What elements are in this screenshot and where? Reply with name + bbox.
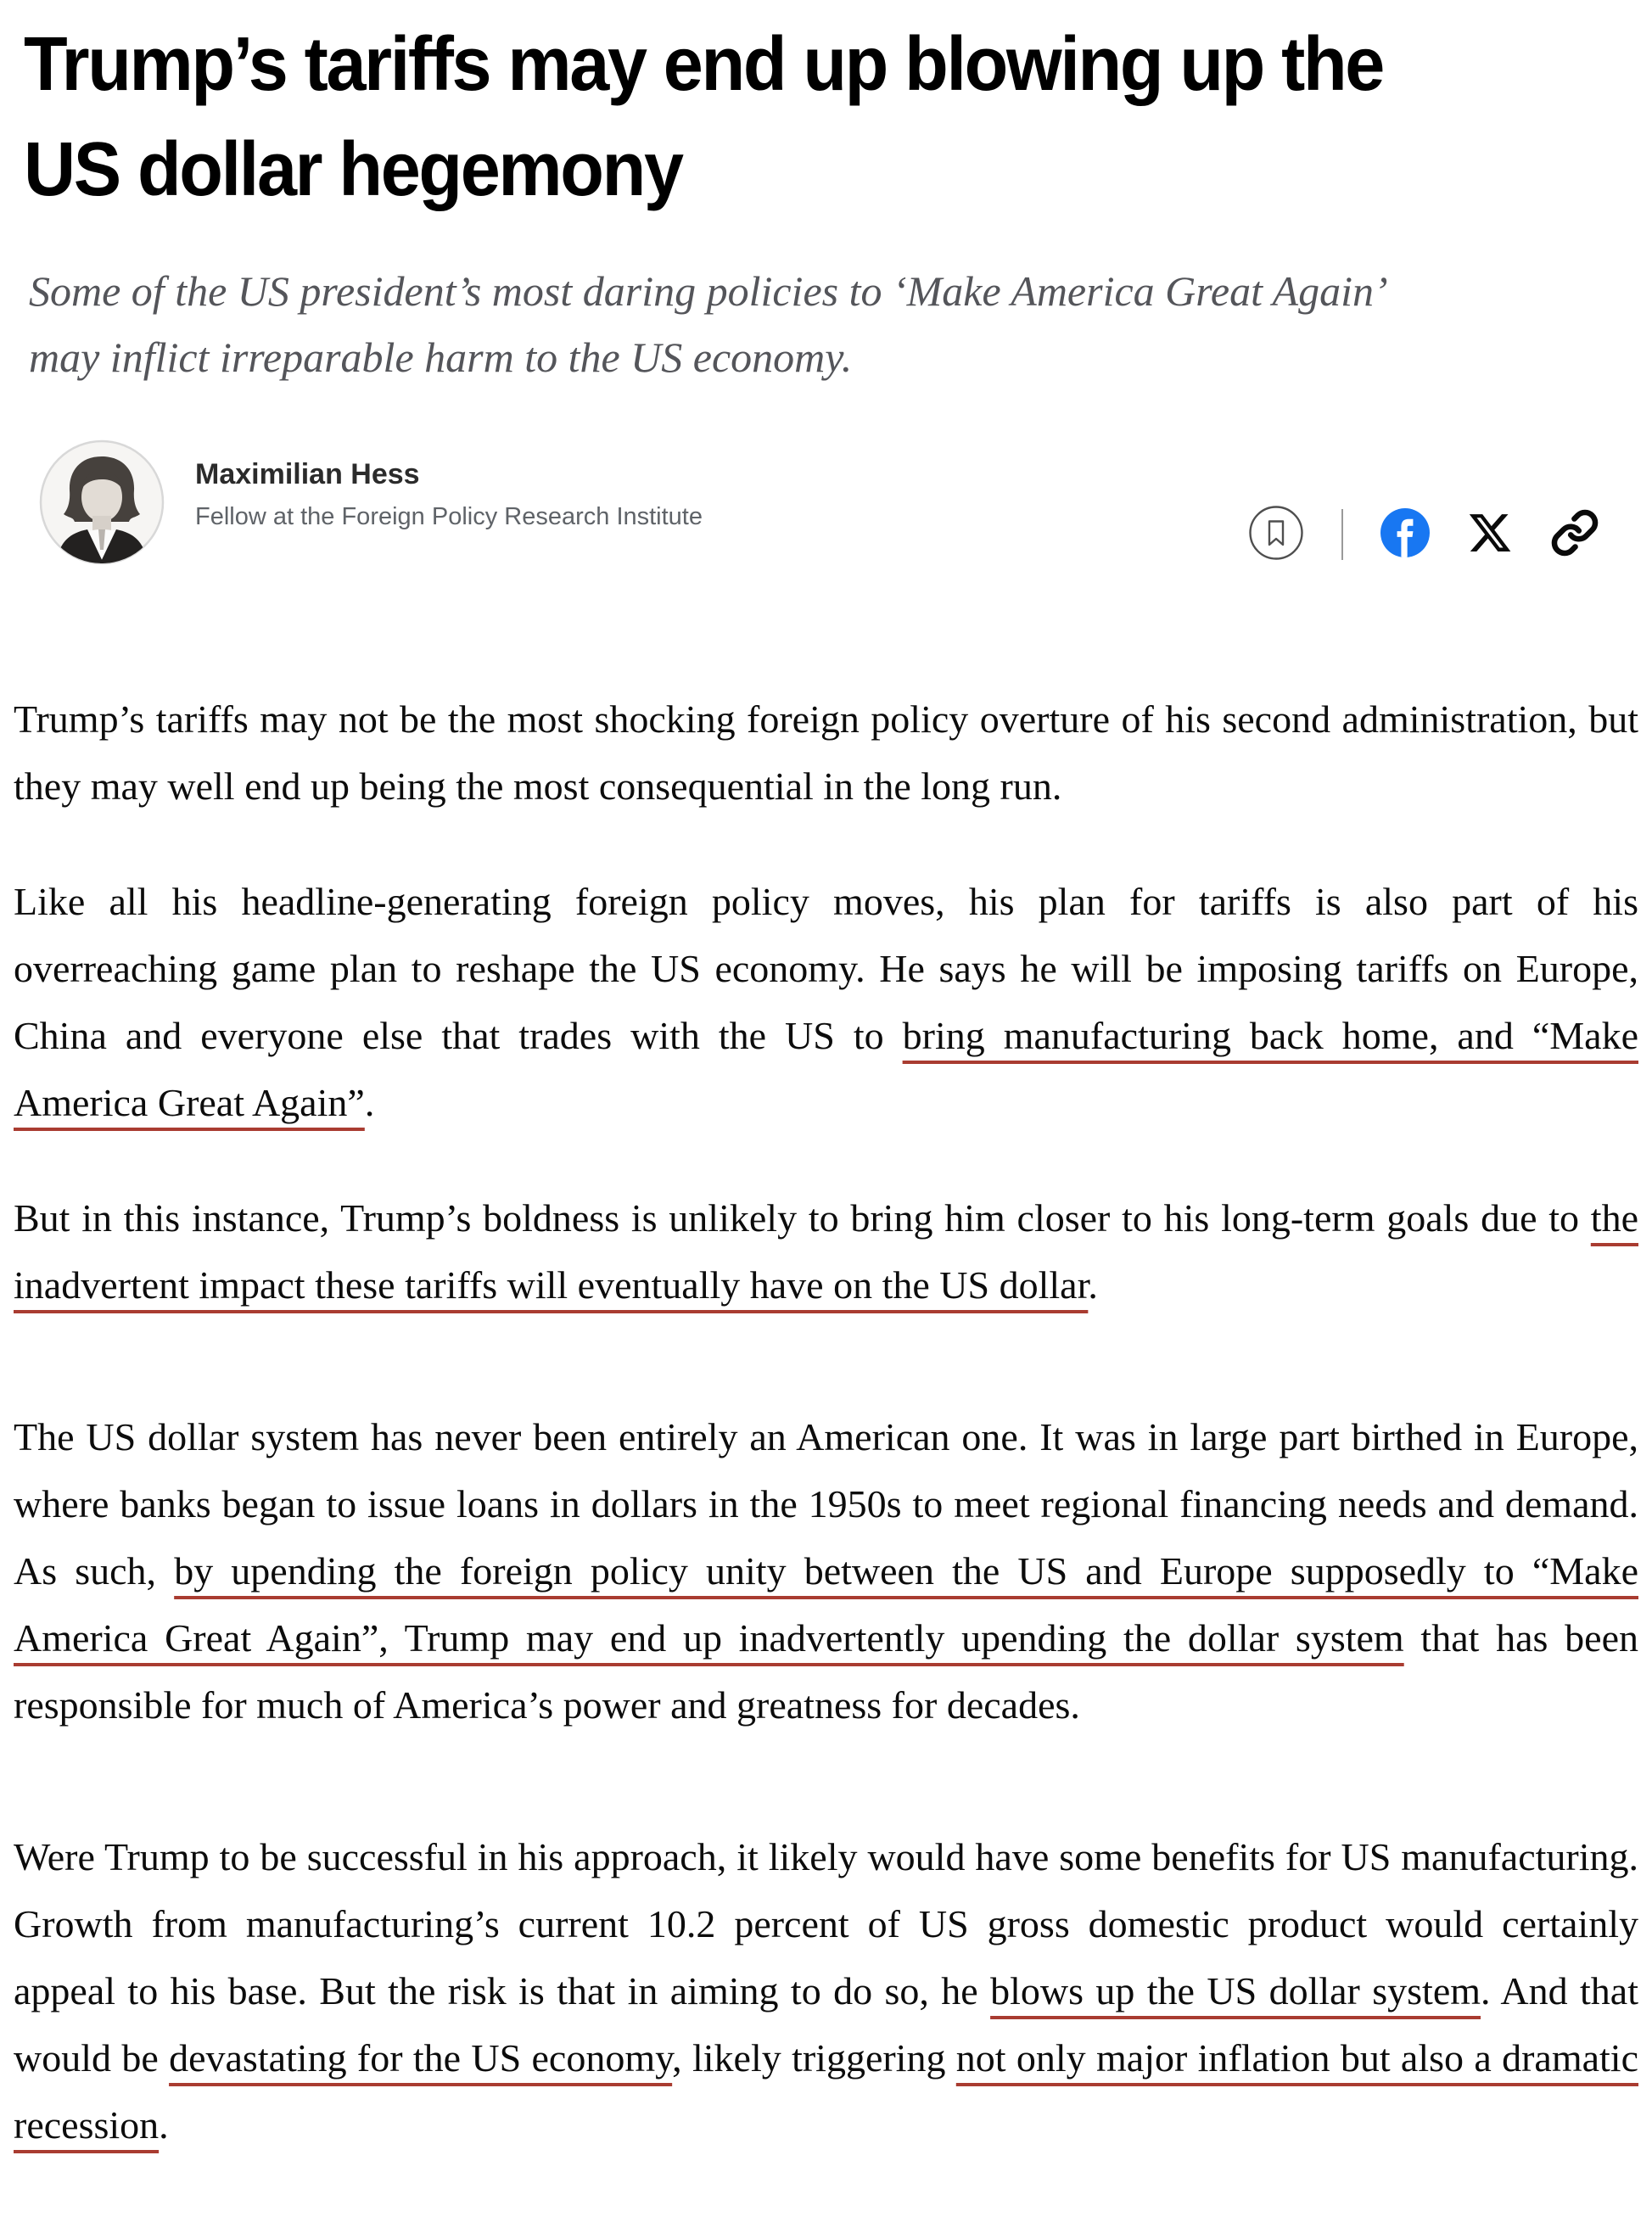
article-subtitle: Some of the US president’s most daring policies to ‘Make America Great Again’ may inflict irreparable harm to the US economy. — [29, 267, 1384, 382]
article-paragraph — [14, 686, 1638, 820]
copy-link-icon — [1550, 508, 1599, 560]
facebook-icon — [1380, 508, 1430, 560]
x-share-button[interactable] — [1467, 510, 1513, 558]
inline-link[interactable]: by upending the foreign policy unity between the US and Europe supposedly to “Make America Great Again”, Trump may end up inadvertently upending the dollar system — [14, 1549, 1638, 1660]
inline-link[interactable]: not only major inflation but also a dramatic recession — [14, 2036, 1639, 2147]
author-text — [195, 439, 703, 565]
article-paragraph — [14, 1403, 1638, 1738]
page-title-line-1: Trump’s tariffs may end up blowing up the — [24, 22, 1384, 107]
paragraph-text: But in this instance, Trump’s boldness is unlikely to bring him closer to his long-term goals due to — [14, 1196, 1591, 1240]
x-icon — [1467, 510, 1513, 558]
bookmark-icon — [1248, 505, 1304, 563]
share-toolbar — [1248, 505, 1599, 563]
paragraph-text: Were Trump to be successful in his approach, it likely would have some benefits for US manufacturing. Growth from manufacturing’s current 10.2 percent of US gross domestic product would certainly appeal to his base. But the risk is that in aiming to do so, he — [14, 1835, 1638, 2013]
bookmark-button[interactable] — [1248, 505, 1304, 563]
copy-link-button[interactable] — [1550, 508, 1599, 560]
inline-link[interactable]: devastating for the US economy — [169, 2036, 673, 2080]
article-body — [14, 686, 1638, 2158]
paragraph-text: . — [364, 1081, 375, 1125]
inline-link[interactable]: blows up the US dollar system — [990, 1969, 1481, 2013]
byline-row — [39, 439, 1599, 565]
article-paragraph — [14, 868, 1638, 1136]
article-paragraph — [14, 1184, 1638, 1318]
author-role: Fellow at the Foreign Policy Research Institute — [195, 503, 703, 531]
author-name[interactable]: Maximilian Hess — [195, 458, 420, 491]
page-title — [14, 12, 1638, 222]
paragraph-text: , likely triggering — [672, 2036, 956, 2080]
share-divider — [1341, 509, 1343, 560]
author-avatar[interactable] — [39, 439, 165, 565]
paragraph-text: . And that would be — [14, 1969, 1638, 2080]
inline-link[interactable]: the inadvertent impact these tariffs will eventually have on the US dollar — [14, 1196, 1638, 1307]
paragraph-text: . — [159, 2103, 169, 2147]
page-title-line-2: US dollar hegemony — [24, 127, 682, 213]
paragraph-text: that has been responsible for much of America’s power and greatness for decades. — [14, 1616, 1638, 1727]
author-block[interactable] — [39, 439, 703, 565]
author-portrait-image — [39, 439, 165, 565]
inline-link[interactable]: bring manufacturing back home, and “Make America Great Again” — [14, 1014, 1638, 1125]
paragraph-text: . — [1088, 1263, 1098, 1307]
article-paragraph — [14, 1823, 1638, 2158]
paragraph-text: The US dollar system has never been entirely an American one. It was in large part birthed in Europe, where banks began to issue loans in dollars in the 1950s to meet regional financing needs and demand. As such, — [14, 1415, 1638, 1593]
paragraph-text: Trump’s tariffs may not be the most shocking foreign policy overture of his second administration, but they may well end up being the most consequential in the long run. — [14, 697, 1638, 809]
facebook-share-button[interactable] — [1380, 508, 1430, 560]
paragraph-text: Like all his headline-generating foreign policy moves, his plan for tariffs is also part of his overreaching game plan to reshape the US economy. He says he will be imposing tariffs on Europe, China and everyone else that trades with the US to — [14, 880, 1638, 1058]
